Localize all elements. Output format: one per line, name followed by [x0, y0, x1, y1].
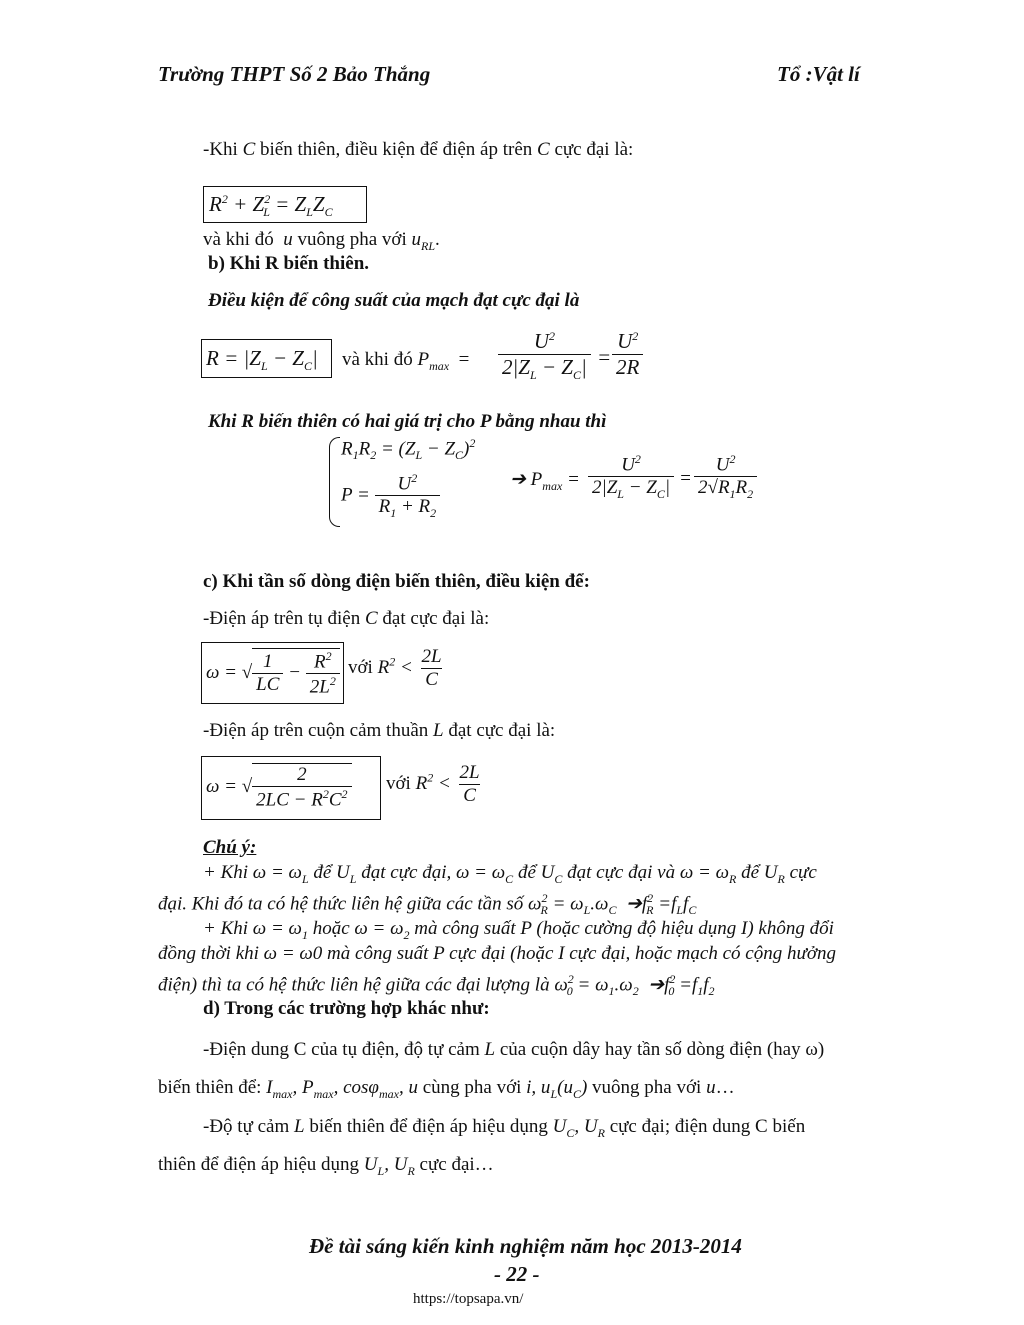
formula-omega-c: ω = √ $\frac{1}{LC}$ − $\frac{R^2}{2L^2}$ — [206, 648, 340, 699]
formula-box-omega-l — [201, 756, 381, 820]
section-b-title: b) Khi R biến thiên. — [208, 253, 370, 274]
formula-r-max: $R = |Z_L - Z_C|$ — [206, 346, 318, 374]
header-school: Trường THPT Số 2 Bảo Thắng — [158, 62, 431, 86]
formula-box-omega-c — [201, 642, 344, 704]
note-p2-line-2: đồng thời khi ω = ω0 mà công suất P cực đại (hoặc I cực đại, hoặc mạch có cộng hưởng — [158, 943, 836, 964]
note-p2-line-1: + Khi $\omega = \omega_1$ hoặc $\omega = \omega_2$ mà công suất P (hoặc cường độ hiệu dụng I) không đổi — [203, 918, 834, 942]
formula-box-c-max — [203, 186, 367, 223]
equals-sign: = — [597, 345, 612, 369]
pmax-two-values-fraction-1: $\frac{U^2}{2|Z_L - Z_C|}$ — [588, 452, 674, 502]
header-dept: Tổ :Vật lí — [777, 62, 860, 86]
footer-title: Đề tài sáng kiến kinh nghiệm năm học 2013-2014 — [309, 1234, 742, 1258]
formula-omega-l: ω = √ $\frac{2}{2LC - R^2C^2}$ — [206, 763, 352, 811]
note-title: Chú ý: — [203, 837, 257, 858]
section-d-p1-line-1: -Điện dung C của tụ điện, độ tự cảm L của cuộn dây hay tần số dòng điện (hay ω) — [203, 1039, 825, 1060]
condition-2: với $R^2$ < $\frac{2L}{C}$ — [386, 762, 480, 806]
note-p1-line-2: đại. Khi đó ta có hệ thức liên hệ giữa các tần số $\omega^2_R = \omega_L.\omega_C$ $➔f^2_R =f_Lf_C$ — [158, 891, 697, 918]
equals-sign-2: = — [679, 468, 692, 489]
pmax-two-values-fraction-2: $\frac{U^2}{2√R_1R_2}$ — [694, 452, 757, 502]
and-then-pmax: và khi đó $P_{max}$ = — [342, 349, 470, 373]
section-c-title: c) Khi tần số dòng điện biến thiên, điều kiện để: — [203, 571, 590, 592]
section-b-cond-title: Điều kiện để công suất của mạch đạt cực đại là — [208, 290, 580, 311]
pmax-fraction-2: $\frac{U^2}{2R}$ — [612, 329, 643, 380]
footer-page: - 22 - — [494, 1262, 540, 1286]
system-eq-2: P = $\frac{U^2}{R_1 + R_2}$ — [341, 471, 440, 521]
pmax-arrow: ➔ $P_{max}$ = — [510, 469, 580, 493]
c-inductor-line: -Điện áp trên cuộn cảm thuần L đạt cực đại là: — [203, 720, 556, 741]
section-d-title: d) Trong các trường hợp khác như: — [203, 998, 490, 1019]
footer-url[interactable]: https://topsapa.vn/ — [413, 1291, 524, 1307]
system-brace — [329, 437, 340, 527]
two-values-title: Khi R biến thiên có hai giá trị cho P bằng nhau thì — [208, 411, 607, 432]
note-p1-line-1: + Khi $\omega = \omega_L$ để $U_L$ đạt cực đại, $\omega = \omega_C$ để $U_C$ đạt cực đại và $\omega = \omega_R$ để $U_R$ cực — [203, 862, 817, 886]
c-max-after: và khi đó u vuông pha với $u_{RL}$. — [203, 229, 440, 253]
c-varies-line: -Khi C biến thiên, điều kiện để điện áp trên C cực đại là: — [203, 139, 634, 160]
section-d-p1-line-2: biến thiên để: $I_{max}$, $P_{max}$, cosφ$_{max}$, u cùng pha với i, $u_L(u_C)$ vuông pha với u… — [158, 1077, 735, 1101]
system-eq-1: $R_1R_2 = (Z_L - Z_C)^2$ — [341, 436, 476, 463]
note-p2-line-3: điện) thì ta có hệ thức liên hệ giữa các đại lượng là $\omega^2_0 = \omega_1.\omega_2$ $➔f^2_0 =f_1f_2$ — [158, 972, 715, 999]
pmax-fraction-1: $\frac{U^2}{2|Z_L - Z_C|}$ — [498, 329, 591, 383]
section-d-p2-line-1: -Độ tự cảm L biến thiên để điện áp hiệu dụng $U_C$, $U_R$ cực đại; điện dung C biến — [203, 1116, 806, 1140]
formula-c-max: $R^2 + Z^2_L = Z_LZ_C$ — [209, 192, 333, 220]
formula-box-r-max — [201, 339, 332, 378]
condition-1: với $R^2$ < $\frac{2L}{C}$ — [348, 646, 442, 690]
section-d-p2-line-2: thiên để điện áp hiệu dụng $U_L$, $U_R$ cực đại… — [158, 1154, 494, 1178]
c-capacitor-line: -Điện áp trên tụ điện C đạt cực đại là: — [203, 608, 490, 629]
